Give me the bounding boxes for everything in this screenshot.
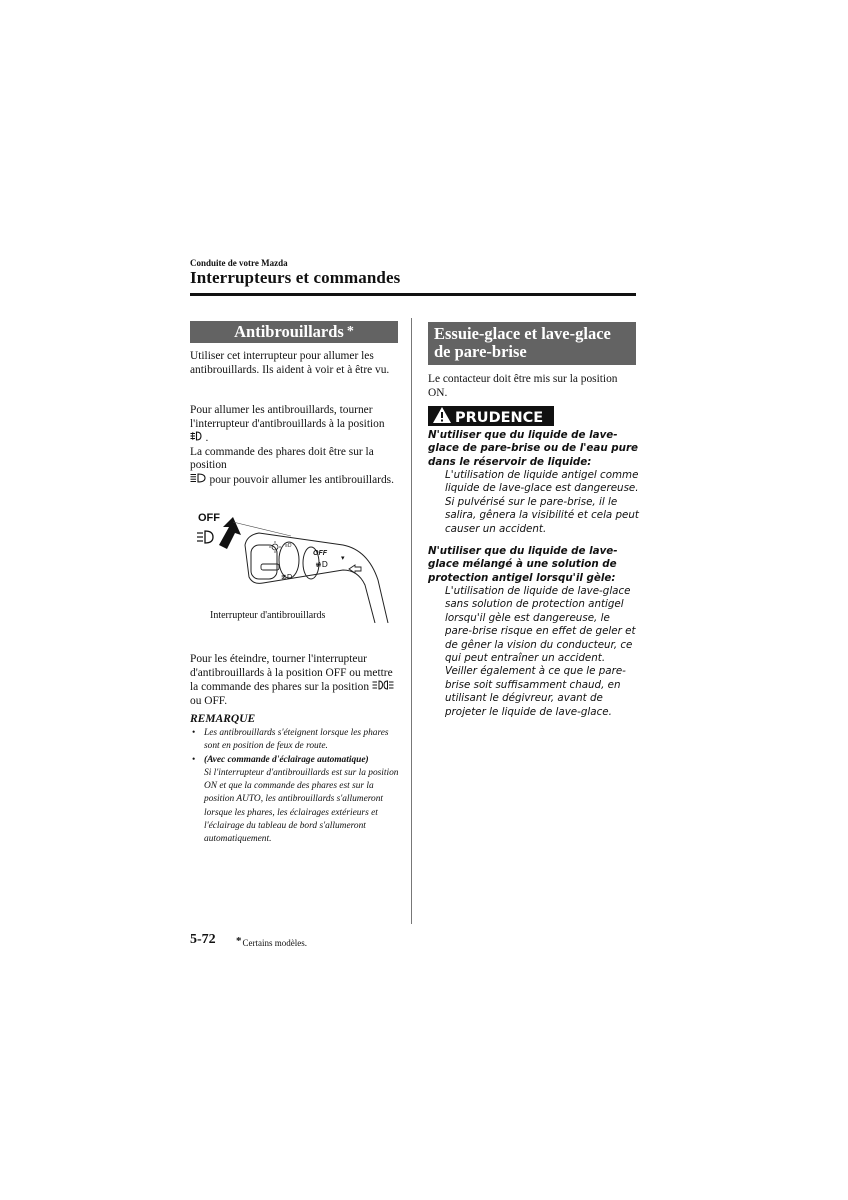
note-1: • Les antibrouillards s'éteignent lorsque les phares sont en position de feux de route.: [192, 728, 389, 752]
note-2-heading: (Avec commande d'éclairage automatique): [204, 754, 369, 765]
heading-star: *: [346, 324, 354, 339]
figure-fog-icon: [197, 531, 213, 543]
warning-2-heading: N'utiliser que du liquide de lave-glace mélangé à une solution de protection antigel lorsqu'il gèle:: [428, 545, 618, 584]
caution-label: PRUDENCE: [455, 410, 544, 426]
svg-text:≢D: ≢D: [315, 560, 328, 569]
column-divider: [411, 318, 412, 924]
wiper-washer-heading: Essuie-glace et lave-glace de pare-brise: [428, 322, 636, 365]
note-1-text: Les antibrouillards s'éteignent lorsque les phares sont en position de feux de route.: [204, 728, 389, 752]
svg-text:≢D: ≢D: [281, 573, 293, 581]
wiper-intro: Le contacteur doit être mis sur la position ON.: [428, 373, 618, 399]
fog-lights-heading: [190, 321, 398, 343]
warning-1-body: L'utilisation de liquide antigel comme liquide de lave-glace est dangereuse. Si pulvérisé sur le pare-brise, il le salira, gênera la visibilité et cela peut causer un accident.: [445, 469, 639, 535]
para2-b: .: [205, 432, 209, 445]
headlight-icon: [190, 473, 210, 486]
note-2: • (Avec commande d'éclairage automatique) Si l'interrupteur d'antibrouillards est sur la position ON et que la commande des phares est sur la position AUTO, les antibrouillards s'allumeront lorsque les phares, les éclairages extérieurs et l'éclairage du tableau de bord s'allumeront automatiquement.: [192, 754, 399, 845]
para3-b: ou OFF.: [190, 694, 228, 707]
page-title: Interrupteurs et commandes: [190, 268, 401, 287]
fog-light-icon: [190, 431, 206, 444]
para2-d: pour pouvoir allumer les antibrouillards.: [209, 473, 394, 486]
switch-off-label: OFF: [313, 550, 327, 557]
caution-banner: [428, 406, 554, 426]
note-2-text: Si l'interrupteur d'antibrouillards est sur la position ON et que la commande des phares est sur la position AUTO, les antibrouillards s'allumeront lorsque les phares, les éclairages extérieurs et l'éclairage du tableau de bord s'allumeront automatiquement.: [204, 767, 399, 845]
figure-caption: Interrupteur d'antibrouillards: [210, 610, 326, 621]
footnote-star: *: [236, 935, 242, 947]
svg-text:≡D: ≡D: [285, 543, 292, 549]
title-rule: [190, 293, 636, 296]
footnote-text: Certains modèles.: [242, 938, 307, 948]
remarque-heading: REMARQUE: [190, 713, 256, 725]
fog-light-switch-figure: [193, 505, 403, 623]
warning-2-body-2: Veiller également à ce que le pare-brise soit suffisamment chaud, en utilisant le dégivreur, avant de projeter le liquide de lave-glace.: [445, 665, 626, 718]
footnote: [236, 935, 307, 948]
para2-c: La commande des phares doit être sur la position: [190, 445, 374, 472]
page-number: 5-72: [190, 932, 216, 947]
remarque-notes: [192, 727, 402, 847]
fog-lights-off-instructions: [190, 653, 400, 708]
para3-a: Pour les éteindre, tourner l'interrupteur d'antibrouillards à la position OFF ou mettre la commande des phares sur la position: [190, 653, 393, 694]
svg-text:▾: ▾: [341, 554, 345, 562]
section-subtitle: Conduite de votre Mazda: [190, 258, 288, 268]
para2-a: Pour allumer les antibrouillards, tourner l'interrupteur d'antibrouillards à la position: [190, 404, 385, 430]
warning-2-body: [445, 585, 640, 719]
warning-1-heading: N'utiliser que du liquide de lave-glace de pare-brise ou de l'eau pure dans le réservoir de liquide:: [428, 429, 639, 468]
fog-lights-heading-text: Antibrouillards: [234, 322, 344, 341]
fog-lights-intro: Utiliser cet interrupteur pour allumer les antibrouillards. Ils aident à voir et à être vu.: [190, 350, 390, 376]
turn-signal-arrows: [349, 565, 361, 573]
parking-light-icon: [372, 680, 394, 693]
figure-off-label: OFF: [198, 512, 220, 524]
warning-2-body-1: L'utilisation de liquide de lave-glace sans solution de protection antigel lorsqu'il gèle est dangereuse, le pare-brise risque en effet de geler et de gêner la vision du conducteur, ce qui peut entraîner un accident.: [445, 585, 636, 665]
warning-icon: [432, 406, 452, 424]
rotation-arrow: [219, 517, 241, 549]
fog-lights-on-instructions: [190, 404, 405, 488]
